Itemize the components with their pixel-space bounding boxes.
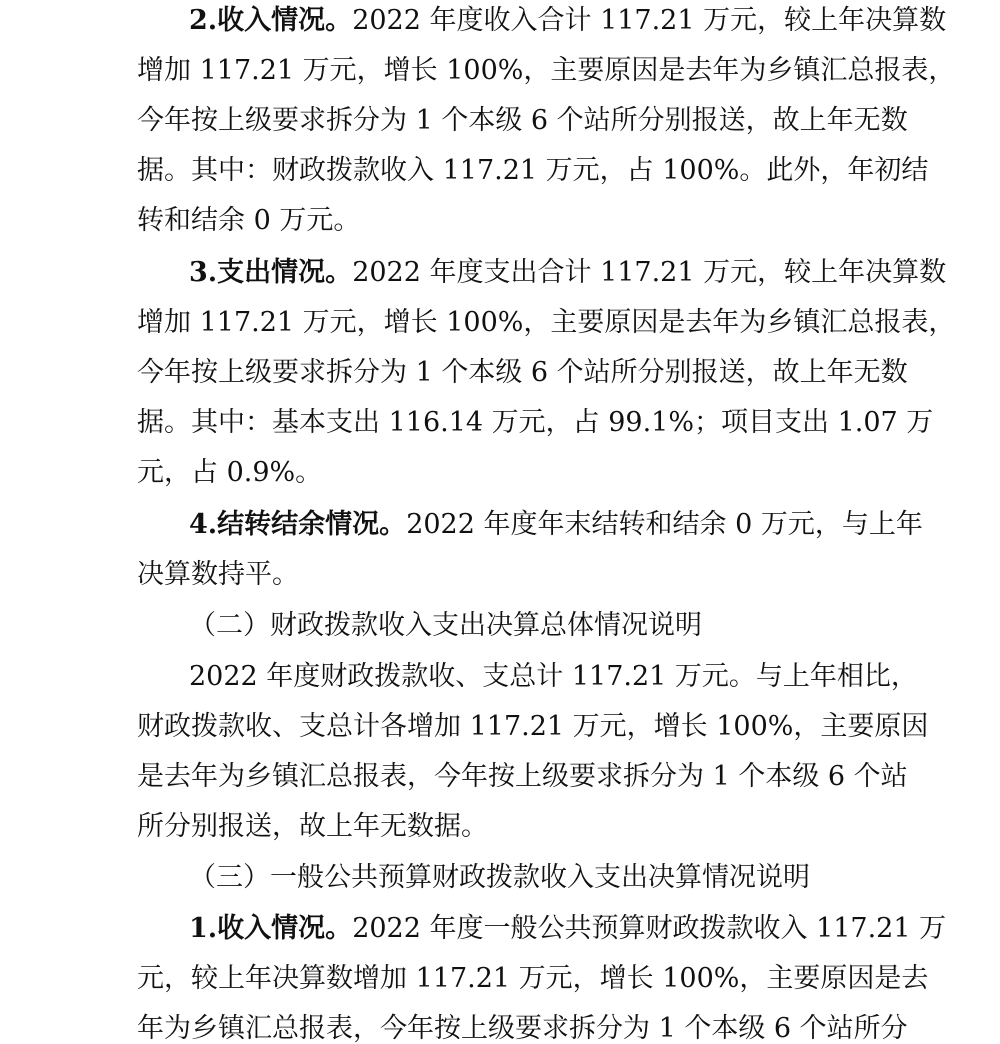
paragraph-line: 今年按上级要求拆分为 1 个本级 6 个站所分别报送，故上年无数 <box>137 357 908 388</box>
section-heading-3: （三）一般公共预算财政拨款收入支出决算情况说明 <box>189 862 810 893</box>
paragraph-line: 据。其中：基本支出 116.14 万元，占 99.1%；项目支出 1.07 万 <box>137 407 934 438</box>
paragraph-line: 据。其中：财政拨款收入 117.21 万元，占 100%。此外，年初结 <box>137 155 929 186</box>
paragraph-text: 2022 年度一般公共预算财政拨款收入 117.21 万 <box>352 913 947 944</box>
paragraph-line: 财政拨款收、支总计各增加 117.21 万元，增长 100%，主要原因 <box>137 711 929 742</box>
paragraph-line: 是去年为乡镇汇总报表，今年按上级要求拆分为 1 个本级 6 个站 <box>137 761 908 792</box>
paragraph-balance-line-1 <box>189 507 923 557</box>
paragraph-line: 增加 117.21 万元，增长 100%，主要原因是去年为乡镇汇总报表， <box>137 55 956 86</box>
section-heading-2: （二）财政拨款收入支出决算总体情况说明 <box>189 610 702 641</box>
paragraph-line: 增加 117.21 万元，增长 100%，主要原因是去年为乡镇汇总报表， <box>137 307 956 338</box>
paragraph-s3-income-line-1 <box>189 911 947 961</box>
paragraph-text: 2022 年度收入合计 117.21 万元，较上年决算数 <box>352 5 947 36</box>
paragraph-line: 年为乡镇汇总报表，今年按上级要求拆分为 1 个本级 6 个站所分 <box>137 1013 908 1044</box>
paragraph-line: 所分别报送，故上年无数据。 <box>137 811 488 842</box>
paragraph-line: 元，较上年决算数增加 117.21 万元，增长 100%，主要原因是去 <box>137 963 929 994</box>
paragraph-line: 元，占 0.9%。 <box>137 457 323 488</box>
paragraph-line: 今年按上级要求拆分为 1 个本级 6 个站所分别报送，故上年无数 <box>137 105 908 136</box>
paragraph-line: 决算数持平。 <box>137 559 299 590</box>
paragraph-lead: 1.收入情况。 <box>189 913 353 944</box>
paragraph-lead: 3.支出情况。 <box>189 257 353 288</box>
paragraph-lead: 2.收入情况。 <box>189 5 353 36</box>
paragraph-expense-line-1 <box>189 255 947 305</box>
paragraph-text: 2022 年度支出合计 117.21 万元，较上年决算数 <box>352 257 947 288</box>
paragraph-lead: 4.结转结余情况。 <box>189 509 407 540</box>
paragraph-income-line-1 <box>189 3 947 53</box>
paragraph-line: 2022 年度财政拨款收、支总计 117.21 万元。与上年相比， <box>189 661 918 692</box>
paragraph-line: 转和结余 0 万元。 <box>137 205 361 236</box>
paragraph-text: 2022 年度年末结转和结余 0 万元，与上年 <box>406 509 923 540</box>
